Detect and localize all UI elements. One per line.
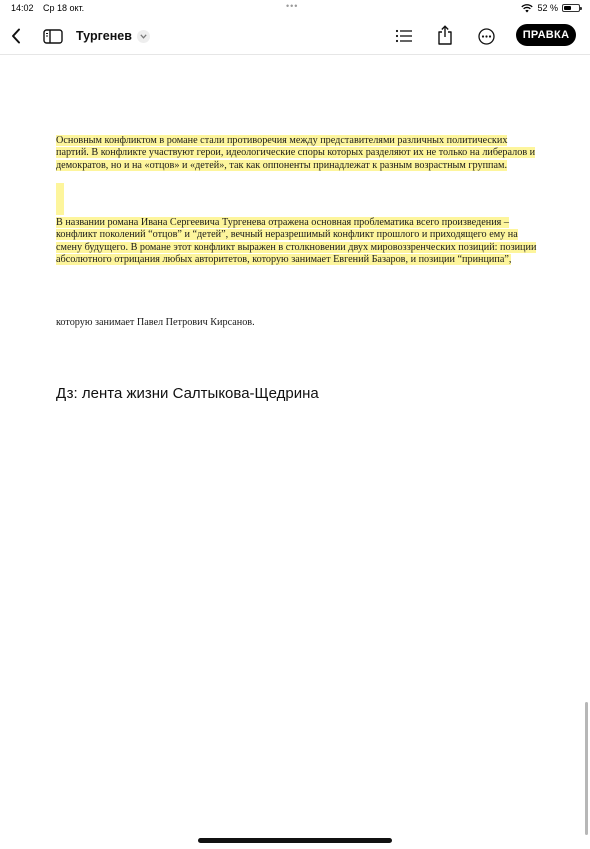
paragraph-1[interactable] [56, 135, 538, 172]
back-chevron-icon [11, 28, 21, 44]
list-icon [395, 29, 413, 43]
battery-icon [562, 4, 580, 12]
paragraph-2[interactable] [56, 217, 538, 266]
sidebar-toggle-button[interactable] [42, 26, 64, 46]
document-title: Тургенев [76, 29, 132, 43]
list-button[interactable] [394, 25, 414, 47]
multitask-dots[interactable]: ••• [286, 1, 299, 11]
status-time: 14:02 [11, 3, 34, 13]
wifi-icon [521, 4, 533, 13]
status-indicators [521, 3, 580, 13]
share-icon [437, 25, 453, 45]
highlighted-empty-line [56, 183, 64, 215]
share-button[interactable] [436, 23, 454, 47]
status-bar [0, 0, 590, 18]
paragraph-3[interactable]: которую занимает Павел Петрович Кирсанов. [56, 317, 255, 328]
sidebar-toggle-icon [43, 29, 63, 44]
highlighted-text: В названии романа Ивана Сергеевича Тургенева отражена основная проблематика всего произведения – конфликт поколений “отцов” и “детей”, вечный неразрешимый конфликт прошлого и приходящего ему на смену будущего. В романе этот конфликт выражен в столкновении двух мировоззренческих позиций: позиции абсолютного отрицания любых авторитетов, которую занимает Евгений Базаров, и позиции “принципа”, [56, 217, 537, 265]
edit-button[interactable]: ПРАВКА [516, 24, 576, 46]
battery-nub [580, 7, 582, 10]
back-button[interactable] [6, 24, 26, 48]
more-icon [478, 28, 495, 45]
battery-percent: 52 % [537, 3, 558, 13]
home-indicator[interactable] [198, 838, 392, 843]
highlighted-text: Основным конфликтом в романе стали противоречия между представителями различных политических партий. В конфликте участвуют герои, идеологические споры которых разделяют их не только на либералов и демократов, но и на «отцов» и «детей», так как оппоненты принадлежат к разным возрастным группам. [56, 135, 536, 171]
document-page [0, 55, 590, 849]
vertical-scrollbar[interactable] [585, 702, 588, 835]
more-button[interactable] [476, 25, 496, 47]
homework-note[interactable]: Дз: лента жизни Салтыкова-Щедрина [56, 385, 319, 402]
battery-fill [564, 6, 571, 10]
chevron-down-icon [137, 30, 150, 43]
document-toolbar [0, 18, 590, 55]
status-date: Ср 18 окт. [43, 3, 85, 13]
document-title-menu[interactable] [76, 24, 150, 48]
